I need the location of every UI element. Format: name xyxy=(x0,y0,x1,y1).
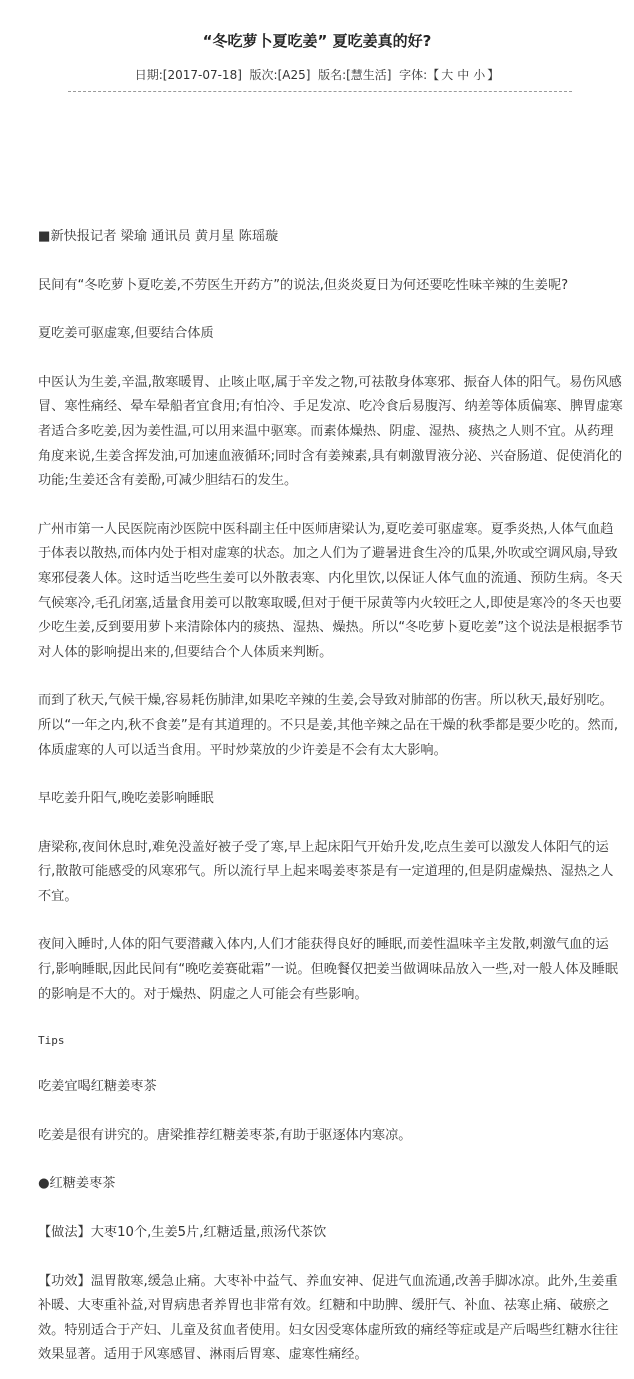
paragraph-autumn: 而到了秋天,气候干燥,容易耗伤肺津,如果吃辛辣的生姜,会导致对肺部的伤害。所以秋天,最好别吃。所以“一年之内,秋不食姜”是有其道理的。不只是姜,其他辛辣之品在干燥的秋季都是要少吃的。然而,体质虚寒的人可以适当食用。平时炒菜放的少许姜是不会有太大影响。 xyxy=(38,693,619,758)
article-meta xyxy=(0,66,634,83)
edition-label: 版次:[A25] xyxy=(249,68,311,82)
paragraph-intro: 民间有“冬吃萝卜夏吃姜,不劳医生开药方”的说法,但炎炎夏日为何还要吃性味辛辣的生姜呢? xyxy=(38,277,569,293)
paragraph-doctor-view: 广州市第一人民医院南沙医院中医科副主任中医师唐梁认为,夏吃姜可驱虚寒。夏季炎热,人体气血趋于体表以散热,而体内处于相对虚寒的状态。加之人们为了避暑进食生冷的瓜果,外吹或空调风扇,导致寒邪侵袭人体。这时适当吃些生姜可以外散表寒、内化里饮,以保证人体气血的流通、预防生病。冬天气候寒冷,毛孔闭塞,适量食用姜可以散寒取暖,但对于便干尿黄等内火较旺之人,即使是寒冷的冬天也要少吃生姜,反到要用萝卜来清除体内的痰热、湿热、燥热。所以“冬吃萝卜夏吃姜”这个说法是根据季节对人体的影响提出来的,但要结合个人体质来判断。 xyxy=(38,521,623,660)
paragraph-tea-intro: 吃姜是很有讲究的。唐梁推荐红糖姜枣茶,有助于驱逐体内寒凉。 xyxy=(38,1127,412,1143)
recipe-method: 【做法】大枣10个,生姜5片,红糖适量,煎汤代茶饮 xyxy=(38,1225,327,1241)
date-label: 日期:[2017-07-18] xyxy=(134,68,242,82)
font-size-medium-button[interactable]: 中 xyxy=(457,68,470,82)
font-size-small-button[interactable]: 小 xyxy=(473,68,486,82)
paragraph-tcm-view: 中医认为生姜,辛温,散寒暖胃、止咳止呕,属于辛发之物,可祛散身体寒邪、振奋人体的阳气。易伤风感冒、寒性痛经、晕车晕船者宜食用;有怕冷、手足发凉、吃冷食后易腹泻、纳差等体质偏寒、脾胃虚寒者适合多吃姜,因为姜性温,可以用来温中驱寒。而素体燥热、阴虚、湿热、痰热之人则不宜。从药理角度来说,生姜含挥发油,可加速血液循环;同时含有姜辣素,具有刺激胃液分泌、兴奋肠道、促使消化的功能;生姜还含有姜酚,可减少胆结石的发生。 xyxy=(38,374,623,489)
tips-label: Tips xyxy=(38,1034,65,1048)
paragraph-evening: 夜间入睡时,人体的阳气要潜藏入体内,人们才能获得良好的睡眠,而姜性温味辛主发散,刺激气血的运行,影响睡眠,因此民间有“晚吃姜赛砒霜”一说。但晚餐仅把姜当做调味品放入一些,对一般人体及睡眠的影响是不大的。对于燥热、阴虚之人可能会有些影响。 xyxy=(38,937,619,1002)
section-label: 版名:[慧生活] xyxy=(318,68,392,82)
byline: ■新快报记者 梁瑜 通讯员 黄月星 陈瑶璇 xyxy=(38,229,279,244)
paragraph-morning: 唐梁称,夜间休息时,难免没盖好被子受了寒,早上起床阳气开始升发,吃点生姜可以激发人体阳气的运行,散散可能感受的风寒邪气。所以流行早上起来喝姜枣茶是有一定道理的,但是阴虚燥热、湿热之人不宜。 xyxy=(38,839,614,904)
subheading-tea: 吃姜宜喝红糖姜枣茶 xyxy=(38,1079,157,1095)
font-size-label: 字体: xyxy=(399,68,428,82)
recipe-effect: 【功效】温胃散寒,缓急止痛。大枣补中益气、养血安神、促进气血流通,改善手脚冰凉。此外,生姜重补暖、大枣重补益,对胃病患者养胃也非常有效。红糖和中助脾、缓肝气、补血、祛寒止痛、破瘀之效。特别适合于产妇、儿童及贫血者使用。妇女因受寒体虚所致的痛经等症或是产后喝些红糖水往往效果显著。适用于风寒感冒、淋雨后胃寒、虚寒性痛经。 xyxy=(38,1273,619,1363)
subheading-summer-ginger: 夏吃姜可驱虚寒,但要结合体质 xyxy=(38,326,214,342)
font-size-bracket-open: 【 xyxy=(427,68,440,82)
header-divider xyxy=(68,91,572,92)
font-size-bracket-close: 】 xyxy=(487,68,500,82)
font-size-large-button[interactable]: 大 xyxy=(441,68,454,82)
article-title: “冬吃萝卜夏吃姜” 夏吃姜真的好? xyxy=(202,32,432,50)
article-body xyxy=(38,225,624,1368)
recipe-title: ●红糖姜枣茶 xyxy=(38,1176,116,1192)
subheading-morning-evening: 早吃姜升阳气,晚吃姜影响睡眠 xyxy=(38,791,214,807)
